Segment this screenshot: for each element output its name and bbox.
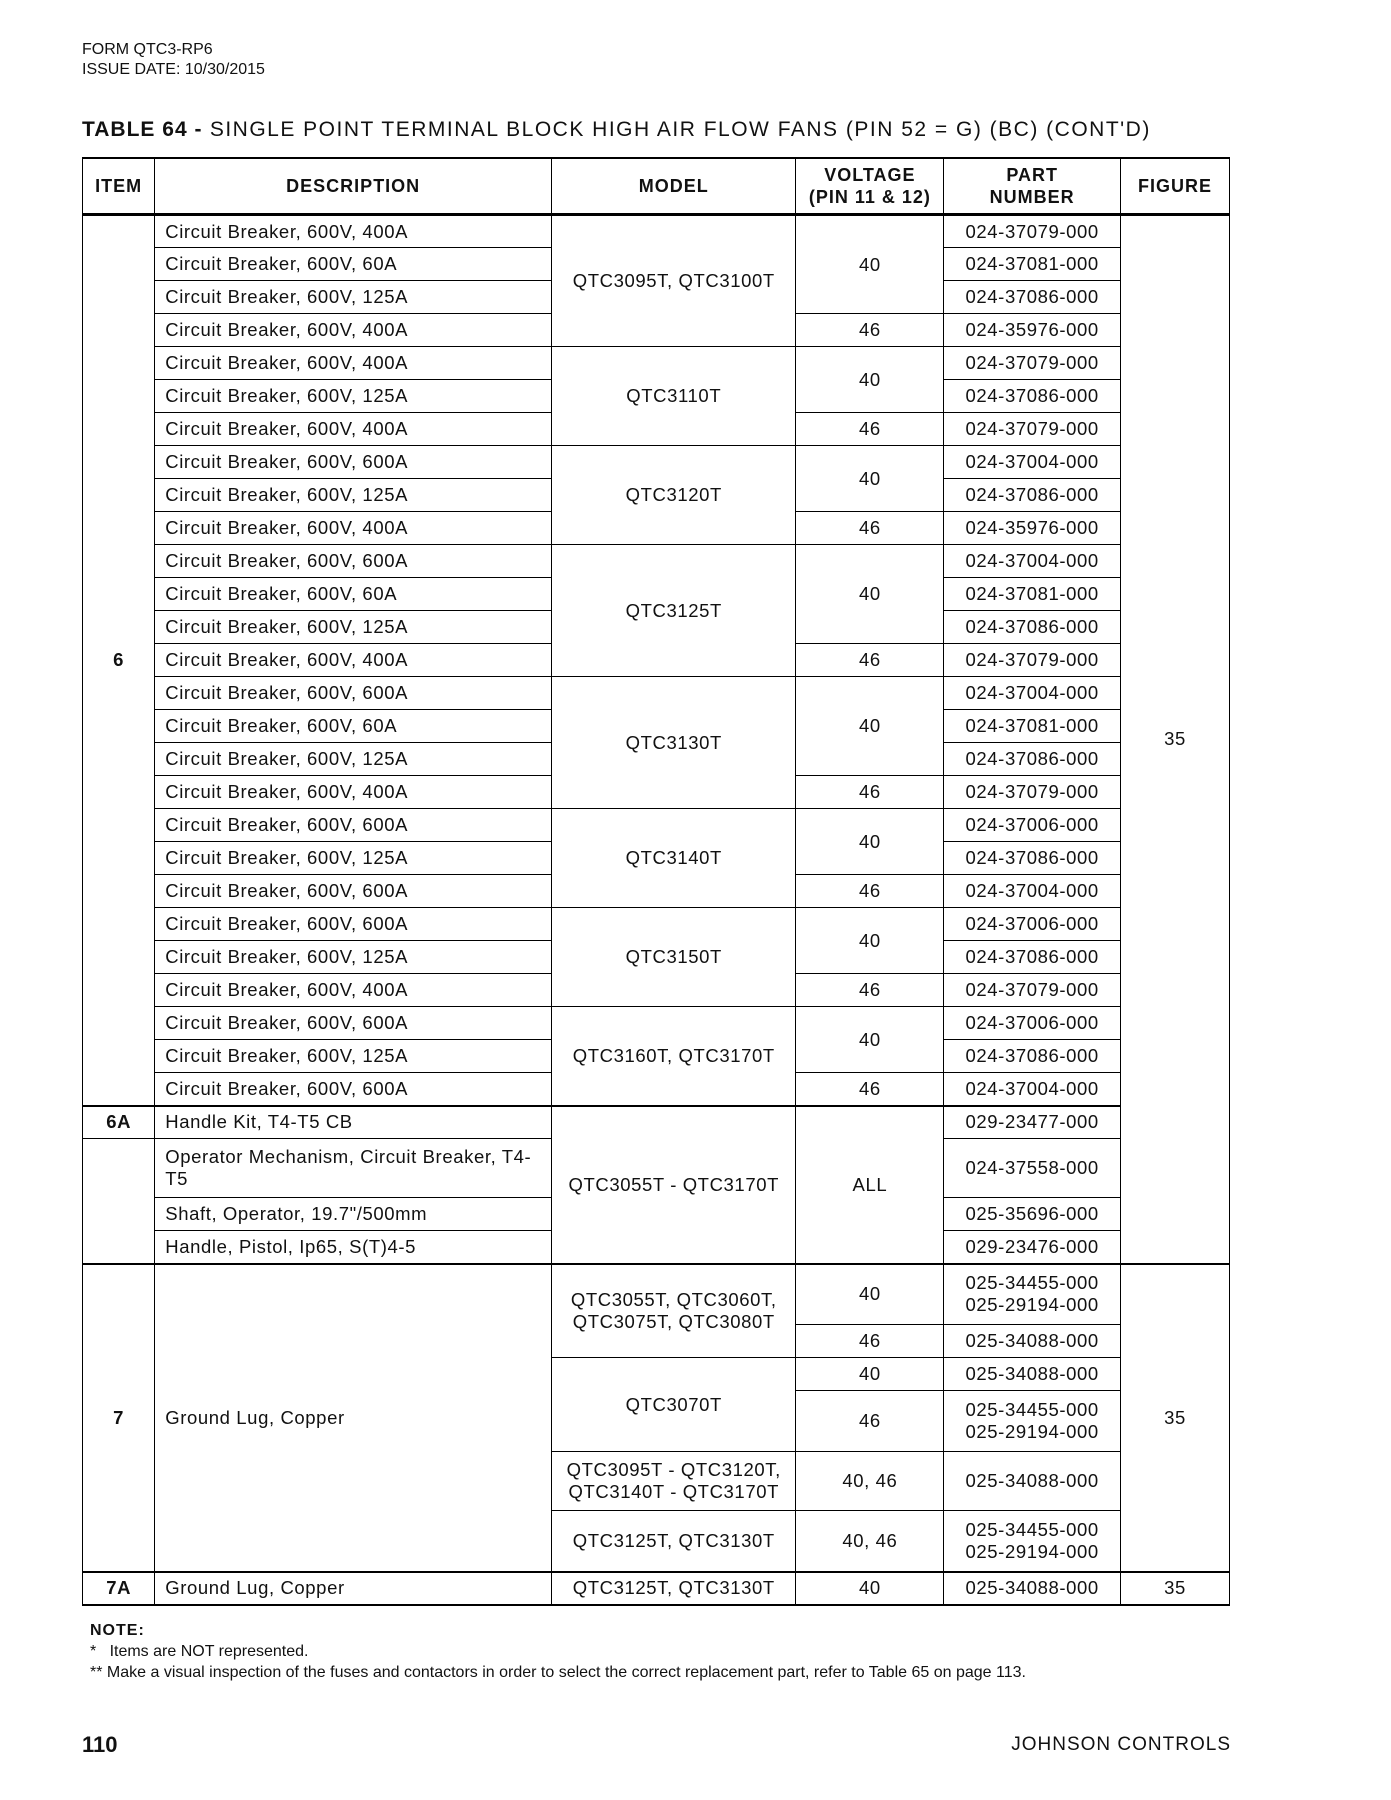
model-cell: QTC3150T: [552, 908, 796, 1007]
voltage-cell: 40: [796, 1572, 944, 1605]
description-cell: Circuit Breaker, 600V, 400A: [155, 215, 552, 248]
figure-cell: 35: [1120, 1264, 1229, 1572]
description-cell: Circuit Breaker, 600V, 125A: [155, 611, 552, 644]
part-number-cell: 024-37079-000: [944, 776, 1121, 809]
model-cell: QTC3055T, QTC3060T, QTC3075T, QTC3080T: [552, 1264, 796, 1358]
part-number-cell: 024-37558-000: [944, 1139, 1121, 1198]
description-cell: Circuit Breaker, 600V, 125A: [155, 1040, 552, 1073]
part-number-cell: 024-37079-000: [944, 974, 1121, 1007]
description-cell: Circuit Breaker, 600V, 600A: [155, 809, 552, 842]
table-row: [83, 1572, 1230, 1605]
description-cell: Circuit Breaker, 600V, 125A: [155, 842, 552, 875]
description-cell: Circuit Breaker, 600V, 125A: [155, 281, 552, 314]
note-line: * Items are NOT represented.: [90, 1643, 309, 1660]
description-cell: Handle, Pistol, Ip65, S(T)4-5: [155, 1231, 552, 1264]
part-number-cell: 024-37086-000: [944, 1040, 1121, 1073]
part-number-cell: 024-37086-000: [944, 743, 1121, 776]
col-part-line1: PART: [1006, 165, 1058, 185]
note-line: ** Make a visual inspection of the fuses and contactors in order to select the correct replacement part, refer to Table 65 on page 113.: [90, 1664, 1026, 1681]
model-cell: QTC3070T: [552, 1358, 796, 1452]
parts-table: [82, 157, 1230, 1606]
model-cell: QTC3160T, QTC3170T: [552, 1007, 796, 1106]
model-cell: QTC3095T - QTC3120T, QTC3140T - QTC3170T: [552, 1452, 796, 1511]
description-cell: Circuit Breaker, 600V, 400A: [155, 974, 552, 1007]
part-number-cell: 024-37079-000: [944, 215, 1121, 248]
part-number-line: 025-34455-000: [965, 1518, 1099, 1540]
part-number-cell: 024-37079-000: [944, 644, 1121, 677]
part-number-line: 025-34455-000: [965, 1272, 1099, 1294]
voltage-cell: 46: [796, 1391, 944, 1452]
part-number-cell: 025-34088-000: [944, 1452, 1121, 1511]
table-title-text: SINGLE POINT TERMINAL BLOCK HIGH AIR FLOW FANS (PIN 52 = G) (BC) (CONT'D): [209, 118, 1151, 141]
figure-cell: 35: [1120, 1572, 1229, 1605]
table-title: [82, 118, 1151, 142]
part-number-cell: 024-37006-000: [944, 809, 1121, 842]
description-cell: Circuit Breaker, 600V, 400A: [155, 644, 552, 677]
part-number-cell: 024-37004-000: [944, 875, 1121, 908]
model-cell: QTC3125T, QTC3130T: [552, 1572, 796, 1605]
description-cell: Circuit Breaker, 600V, 600A: [155, 1007, 552, 1040]
part-number-cell: 029-23477-000: [944, 1106, 1121, 1139]
voltage-cell: 40: [796, 347, 944, 413]
note-heading: NOTE:: [90, 1622, 145, 1639]
model-cell: QTC3110T: [552, 347, 796, 446]
part-number-cell: 025-34088-000: [944, 1572, 1121, 1605]
voltage-cell: 46: [796, 1325, 944, 1358]
voltage-cell: 46: [796, 512, 944, 545]
part-number-cell: 024-37086-000: [944, 281, 1121, 314]
description-cell: Ground Lug, Copper: [155, 1572, 552, 1605]
col-voltage-line1: VOLTAGE: [824, 165, 916, 185]
item-cell: 7: [83, 1264, 155, 1572]
part-number-cell: 025-35696-000: [944, 1198, 1121, 1231]
voltage-cell: 46: [796, 1073, 944, 1106]
description-cell: Circuit Breaker, 600V, 600A: [155, 875, 552, 908]
description-cell: Circuit Breaker, 600V, 400A: [155, 776, 552, 809]
voltage-cell: 40: [796, 1264, 944, 1325]
voltage-cell: 40: [796, 1358, 944, 1391]
model-cell: QTC3055T - QTC3170T: [552, 1106, 796, 1264]
description-cell: Circuit Breaker, 600V, 400A: [155, 347, 552, 380]
description-cell: Circuit Breaker, 600V, 60A: [155, 710, 552, 743]
model-cell: QTC3125T: [552, 545, 796, 677]
table-row: [83, 545, 1230, 578]
voltage-cell: 46: [796, 776, 944, 809]
description-cell: Circuit Breaker, 600V, 125A: [155, 380, 552, 413]
voltage-cell: 40: [796, 545, 944, 644]
description-cell: Circuit Breaker, 600V, 600A: [155, 1073, 552, 1106]
part-number-cell: [944, 1391, 1121, 1452]
voltage-cell: ALL: [796, 1106, 944, 1264]
part-number-cell: 024-37004-000: [944, 677, 1121, 710]
part-number-cell: 025-34088-000: [944, 1325, 1121, 1358]
description-cell: Operator Mechanism, Circuit Breaker, T4-T5: [155, 1139, 552, 1198]
part-number-cell: 024-37086-000: [944, 479, 1121, 512]
voltage-cell: 40: [796, 446, 944, 512]
table-row: [83, 446, 1230, 479]
col-model: MODEL: [552, 158, 796, 215]
col-part-number: [944, 158, 1121, 215]
voltage-cell: 40: [796, 908, 944, 974]
description-cell: Circuit Breaker, 600V, 400A: [155, 413, 552, 446]
issue-date: ISSUE DATE: 10/30/2015: [82, 61, 265, 78]
part-number-cell: [944, 1511, 1121, 1572]
table-row: [83, 347, 1230, 380]
model-cell: QTC3120T: [552, 446, 796, 545]
form-header: [82, 40, 265, 80]
table-row: [83, 215, 1230, 248]
voltage-cell: 46: [796, 875, 944, 908]
table-header-row: [83, 158, 1230, 215]
description-cell: Circuit Breaker, 600V, 125A: [155, 479, 552, 512]
brand-name: JOHNSON CONTROLS: [1011, 1734, 1231, 1755]
model-cell: QTC3125T, QTC3130T: [552, 1511, 796, 1572]
model-cell: QTC3130T: [552, 677, 796, 809]
description-cell: Circuit Breaker, 600V, 400A: [155, 512, 552, 545]
voltage-cell: 46: [796, 314, 944, 347]
voltage-cell: 46: [796, 413, 944, 446]
voltage-cell: 40: [796, 809, 944, 875]
part-number-cell: 024-37004-000: [944, 446, 1121, 479]
table-label: TABLE 64 -: [82, 118, 203, 141]
table-row: [83, 1264, 1230, 1325]
description-cell: Ground Lug, Copper: [155, 1264, 552, 1572]
part-number-line: 025-29194-000: [965, 1421, 1099, 1442]
description-cell: Circuit Breaker, 600V, 600A: [155, 446, 552, 479]
description-cell: Circuit Breaker, 600V, 600A: [155, 545, 552, 578]
description-cell: Circuit Breaker, 600V, 125A: [155, 941, 552, 974]
table-row: [83, 809, 1230, 842]
voltage-cell: 40: [796, 215, 944, 314]
description-cell: Handle Kit, T4-T5 CB: [155, 1106, 552, 1139]
part-number-cell: 024-35976-000: [944, 314, 1121, 347]
part-number-cell: 024-37081-000: [944, 710, 1121, 743]
part-number-cell: 024-37086-000: [944, 611, 1121, 644]
part-number-cell: 024-37081-000: [944, 578, 1121, 611]
table-row: [83, 1106, 1230, 1139]
part-number-cell: 024-37004-000: [944, 545, 1121, 578]
voltage-cell: 40, 46: [796, 1511, 944, 1572]
part-number-line: 025-34455-000: [965, 1399, 1099, 1420]
part-number-cell: 024-37006-000: [944, 1007, 1121, 1040]
part-number-cell: 024-37086-000: [944, 842, 1121, 875]
description-cell: Circuit Breaker, 600V, 125A: [155, 743, 552, 776]
part-number-cell: 024-35976-000: [944, 512, 1121, 545]
part-number-line: 025-29194-000: [965, 1540, 1099, 1562]
col-figure: FIGURE: [1120, 158, 1229, 215]
col-voltage-line2: (PIN 11 & 12): [808, 187, 931, 207]
model-cell: QTC3095T, QTC3100T: [552, 215, 796, 347]
description-cell: Circuit Breaker, 600V, 400A: [155, 314, 552, 347]
item-cell-empty: [83, 1139, 155, 1264]
item-cell: 6A: [83, 1106, 155, 1139]
col-part-line2: NUMBER: [989, 187, 1075, 207]
description-cell: Shaft, Operator, 19.7"/500mm: [155, 1198, 552, 1231]
col-voltage: [796, 158, 944, 215]
part-number-cell: 024-37081-000: [944, 248, 1121, 281]
voltage-cell: 46: [796, 974, 944, 1007]
part-number-cell: [944, 1264, 1121, 1325]
part-number-line: 025-29194-000: [965, 1294, 1099, 1316]
model-cell: QTC3140T: [552, 809, 796, 908]
part-number-cell: 024-37004-000: [944, 1073, 1121, 1106]
description-cell: Circuit Breaker, 600V, 600A: [155, 677, 552, 710]
figure-cell: 35: [1120, 215, 1229, 1264]
table-row: [83, 677, 1230, 710]
item-cell: 7A: [83, 1572, 155, 1605]
part-number-cell: 024-37079-000: [944, 347, 1121, 380]
part-number-cell: 024-37086-000: [944, 380, 1121, 413]
voltage-cell: 40: [796, 677, 944, 776]
description-cell: Circuit Breaker, 600V, 60A: [155, 578, 552, 611]
form-number: FORM QTC3-RP6: [82, 41, 213, 58]
voltage-cell: 40: [796, 1007, 944, 1073]
voltage-cell: 46: [796, 644, 944, 677]
part-number-cell: 024-37086-000: [944, 941, 1121, 974]
part-number-cell: 024-37006-000: [944, 908, 1121, 941]
notes: [90, 1620, 1026, 1683]
col-description: DESCRIPTION: [155, 158, 552, 215]
col-item: ITEM: [83, 158, 155, 215]
part-number-cell: 025-34088-000: [944, 1358, 1121, 1391]
voltage-cell: 40, 46: [796, 1452, 944, 1511]
table-row: [83, 908, 1230, 941]
page-number: 110: [82, 1732, 118, 1757]
table-row: [83, 1007, 1230, 1040]
description-cell: Circuit Breaker, 600V, 600A: [155, 908, 552, 941]
item-cell: 6: [83, 215, 155, 1106]
part-number-cell: 029-23476-000: [944, 1231, 1121, 1264]
part-number-cell: 024-37079-000: [944, 413, 1121, 446]
description-cell: Circuit Breaker, 600V, 60A: [155, 248, 552, 281]
